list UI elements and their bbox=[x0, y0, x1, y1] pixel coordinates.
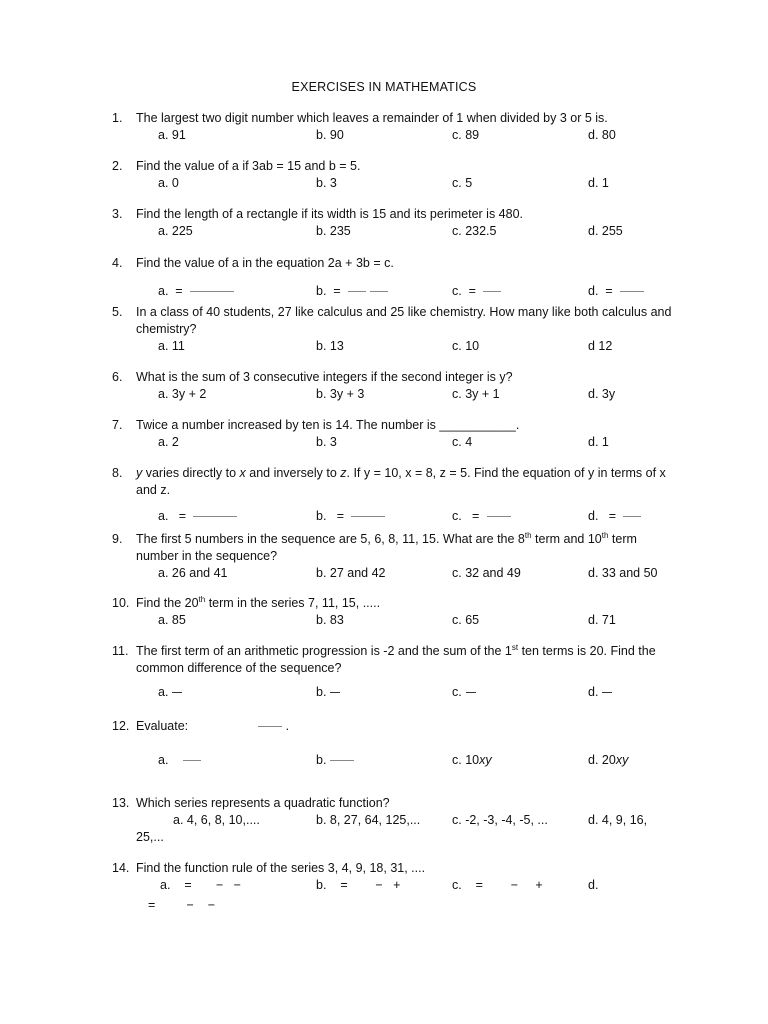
question-number: 6. bbox=[112, 370, 123, 384]
option-d: d. 3y bbox=[588, 387, 616, 401]
fraction-bar bbox=[348, 291, 366, 292]
equals-sign: = bbox=[472, 509, 480, 523]
option-c: c. 4 bbox=[452, 435, 473, 449]
option-label: b. bbox=[316, 753, 327, 767]
equals-sign: = bbox=[336, 509, 345, 523]
fraction-bar bbox=[466, 692, 476, 693]
question-stem: Find the value of a in the equation 2a + 3b = c. bbox=[136, 256, 394, 270]
option-a bbox=[158, 684, 186, 701]
question-5 bbox=[112, 304, 672, 355]
option-c bbox=[452, 508, 511, 525]
stem-text: Evaluate: bbox=[136, 719, 189, 733]
option-d: d. 255 bbox=[588, 224, 623, 238]
question-number: 12. bbox=[112, 719, 130, 733]
option-a: a. = − − bbox=[160, 878, 241, 892]
option-b bbox=[316, 684, 344, 701]
superscript: st bbox=[511, 642, 519, 652]
stem-text: term in the series 7, 11, 15, ..... bbox=[205, 596, 381, 610]
question-7 bbox=[112, 417, 672, 451]
option-d: d. 4, 9, 16, bbox=[588, 813, 648, 827]
option-c: c. 3y + 1 bbox=[452, 387, 500, 401]
equals-sign: = bbox=[175, 284, 183, 298]
question-stem: In a class of 40 students, 27 like calculus and 25 like chemistry. How many like both calculus and chemistry? bbox=[136, 305, 672, 336]
option-a: a. 91 bbox=[158, 128, 186, 142]
question-stem: Find the function rule of the series 3, 4, 9, 18, 31, .... bbox=[136, 861, 426, 875]
fraction-bar bbox=[620, 291, 644, 292]
fraction-bar bbox=[623, 516, 641, 517]
equals-sign: = bbox=[468, 284, 476, 298]
question-number: 13. bbox=[112, 796, 130, 810]
question-stem: Find the length of a rectangle if its width is 15 and its perimeter is 480. bbox=[136, 207, 524, 221]
stem-text: . If y = 10, x = 8, z = 5. Find the equation of y in terms of x and z. bbox=[136, 466, 666, 497]
option-label: c. bbox=[452, 685, 462, 699]
fraction-bar bbox=[370, 291, 388, 292]
question-stem bbox=[136, 465, 672, 499]
question-6 bbox=[112, 369, 672, 403]
question-stem bbox=[136, 595, 672, 612]
equals-sign: = bbox=[608, 509, 617, 523]
option-a: a. 3y + 2 bbox=[158, 387, 207, 401]
option-c: c. 5 bbox=[452, 176, 473, 190]
option-c: c. 10 bbox=[452, 339, 480, 353]
fraction-bar bbox=[193, 516, 237, 517]
option-b: b. 3y + 3 bbox=[316, 387, 365, 401]
question-stem bbox=[136, 531, 672, 565]
option-label: b. bbox=[316, 284, 327, 298]
fraction-bar bbox=[483, 291, 501, 292]
stem-text: The first 5 numbers in the sequence are 5, 6, 8, 11, 15. What are the 8 bbox=[136, 532, 525, 546]
option-label: b. bbox=[316, 685, 327, 699]
question-stem: Find the value of a if 3ab = 15 and b = 5. bbox=[136, 159, 361, 173]
question-14 bbox=[112, 860, 672, 914]
option-b: b. 27 and 42 bbox=[316, 566, 386, 580]
question-stem: What is the sum of 3 consecutive integers if the second integer is y? bbox=[136, 370, 513, 384]
option-d bbox=[588, 508, 641, 525]
option-c: c. 65 bbox=[452, 613, 480, 627]
question-number: 14. bbox=[112, 861, 130, 875]
option-d: d. bbox=[588, 878, 599, 892]
stem-text: The first term of an arithmetic progression is -2 and the sum of the 1 bbox=[136, 644, 512, 658]
question-stem: Twice a number increased by ten is 14. The number is ___________. bbox=[136, 418, 520, 432]
fraction-bar bbox=[258, 726, 282, 727]
option-d: d. 80 bbox=[588, 128, 616, 142]
question-12 bbox=[112, 718, 672, 769]
option-b: b. 3 bbox=[316, 176, 337, 190]
option-d bbox=[588, 752, 628, 769]
question-stem: Evaluate: . bbox=[136, 719, 290, 733]
fraction-bar bbox=[330, 760, 354, 761]
option-c bbox=[452, 752, 492, 769]
question-number: 7. bbox=[112, 418, 123, 432]
fraction-bar bbox=[602, 692, 612, 693]
option-label: d. bbox=[588, 685, 599, 699]
option-c: c. 32 and 49 bbox=[452, 566, 521, 580]
question-number: 2. bbox=[112, 159, 123, 173]
option-b: b. 90 bbox=[316, 128, 344, 142]
option-b: b. 13 bbox=[316, 339, 344, 353]
option-a bbox=[158, 283, 234, 300]
option-c: c. 232.5 bbox=[452, 224, 497, 238]
question-number: 10. bbox=[112, 596, 130, 610]
option-label: d. bbox=[588, 284, 599, 298]
option-b: b. 8, 27, 64, 125,... bbox=[316, 813, 421, 827]
stem-text: ten terms is 20. Find the common difference of the sequence? bbox=[136, 644, 656, 675]
var-xy: xy bbox=[479, 753, 492, 767]
question-number: 3. bbox=[112, 207, 123, 221]
question-13 bbox=[112, 795, 672, 846]
option-d: d 12 bbox=[588, 339, 613, 353]
option-a: a. 2 bbox=[158, 435, 179, 449]
question-3 bbox=[112, 206, 672, 240]
option-c bbox=[452, 684, 480, 701]
question-8 bbox=[112, 465, 672, 525]
option-a bbox=[158, 508, 237, 525]
question-10 bbox=[112, 595, 672, 629]
option-label: c. 10 bbox=[452, 753, 480, 767]
question-2 bbox=[112, 158, 672, 192]
option-label: a. bbox=[158, 509, 169, 523]
question-4 bbox=[112, 255, 672, 300]
fraction-bar bbox=[330, 692, 340, 693]
question-stem bbox=[136, 643, 672, 677]
option-a: a. 85 bbox=[158, 613, 186, 627]
option-b: b. 3 bbox=[316, 435, 337, 449]
option-b bbox=[316, 508, 385, 525]
fraction-bar bbox=[183, 760, 201, 761]
stem-text: Find the 20 bbox=[136, 596, 199, 610]
var-x: x bbox=[239, 466, 246, 480]
option-label: a. bbox=[158, 284, 169, 298]
option-a: a. 11 bbox=[158, 339, 185, 353]
question-number: 4. bbox=[112, 256, 123, 270]
var-xy: xy bbox=[615, 753, 629, 767]
option-b: b. 83 bbox=[316, 613, 344, 627]
question-11 bbox=[112, 643, 672, 701]
question-number: 5. bbox=[112, 305, 123, 319]
option-label: b. bbox=[316, 878, 327, 892]
stem-text: term and 10 bbox=[531, 532, 602, 546]
fraction-bar bbox=[351, 516, 385, 517]
option-d: d. 71 bbox=[588, 613, 616, 627]
question-1 bbox=[112, 110, 672, 144]
option-b bbox=[316, 283, 388, 300]
option-label: c. bbox=[452, 509, 462, 523]
option-label: a. bbox=[158, 753, 169, 767]
fraction-bar bbox=[190, 291, 234, 292]
option-label: a. bbox=[160, 878, 171, 892]
question-number: 8. bbox=[112, 466, 123, 480]
option-c: c. -2, -3, -4, -5, ... bbox=[452, 813, 548, 827]
question-number: 11. bbox=[112, 644, 129, 658]
option-a: a. 225 bbox=[158, 224, 193, 238]
stem-text: term number in the sequence? bbox=[136, 532, 637, 563]
option-label: d. bbox=[588, 509, 599, 523]
option-label: d. 20 bbox=[588, 753, 616, 767]
option-a bbox=[158, 752, 201, 769]
option-b bbox=[316, 752, 354, 769]
option-label: c. bbox=[452, 878, 462, 892]
option-d bbox=[588, 684, 616, 701]
option-d bbox=[588, 283, 644, 300]
superscript: th bbox=[198, 594, 206, 604]
fraction-bar bbox=[172, 692, 182, 693]
var-y: y bbox=[136, 466, 143, 480]
equals-sign: = bbox=[605, 284, 613, 298]
equals-sign: = bbox=[333, 284, 341, 298]
superscript: th bbox=[524, 530, 532, 540]
option-d: d. 33 and 50 bbox=[588, 566, 658, 580]
option-d: d. 1 bbox=[588, 435, 609, 449]
option-d-continued: 25,... bbox=[136, 830, 164, 844]
stem-text: and inversely to bbox=[245, 466, 341, 480]
question-number: 9. bbox=[112, 532, 123, 546]
option-d-continued: = − − bbox=[148, 898, 216, 912]
option-d: d. 1 bbox=[588, 176, 609, 190]
option-label: c. bbox=[452, 284, 462, 298]
option-b: b. 235 bbox=[316, 224, 351, 238]
option-a: a. 4, 6, 8, 10,.... bbox=[173, 813, 260, 827]
stem-text: varies directly to bbox=[142, 466, 240, 480]
question-stem: Which series represents a quadratic function? bbox=[136, 796, 390, 810]
option-a: a. 0 bbox=[158, 176, 179, 190]
option-c: c. = − + bbox=[452, 878, 543, 892]
option-b: b. = − + bbox=[316, 878, 401, 892]
option-c bbox=[452, 283, 501, 300]
var-z: z bbox=[340, 466, 347, 480]
question-9 bbox=[112, 531, 672, 582]
superscript: th bbox=[601, 530, 609, 540]
question-number: 1. bbox=[112, 111, 123, 125]
fraction-bar bbox=[487, 516, 511, 517]
page-title: EXERCISES IN MATHEMATICS bbox=[291, 80, 477, 94]
question-stem: The largest two digit number which leaves a remainder of 1 when divided by 3 or 5 is. bbox=[136, 111, 608, 125]
option-a: a. 26 and 41 bbox=[158, 566, 228, 580]
option-label: b. bbox=[316, 509, 327, 523]
option-label: a. bbox=[158, 685, 169, 699]
option-c: c. 89 bbox=[452, 128, 480, 142]
equals-sign: = bbox=[178, 509, 187, 523]
